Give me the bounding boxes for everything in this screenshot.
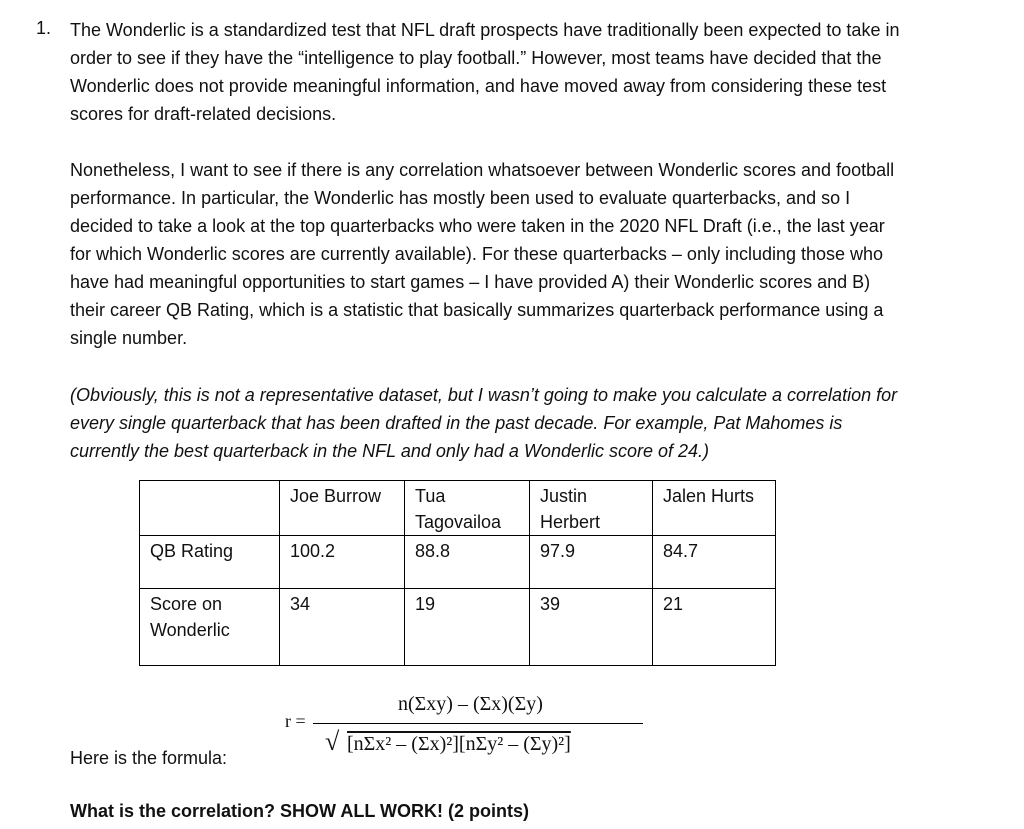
table-cell: 21 xyxy=(653,589,776,666)
table-cell: 97.9 xyxy=(530,536,653,589)
question-number: 1. xyxy=(36,18,52,38)
table-cell: 100.2 xyxy=(280,536,405,589)
table-header-cell: Jalen Hurts xyxy=(653,481,776,536)
table-row xyxy=(140,536,776,589)
paragraph-context: Nonetheless, I want to see if there is any correlation whatsoever between Wonderlic scores and football performance. In particular, the Wonderlic has mostly been used to evaluate quarterbacks, and so I decided to take a look at the top quarterbacks who were taken in the 2020 NFL Draft (i.e., the last year for which Wonderlic scores are currently available). For these quarterbacks – only including those who have had meaningful opportunities to start games – I have provided A) their Wonderlic scores and B) their career QB Rating, which is a statistic that basically summarizes quarterback performance using a single number. xyxy=(70,160,895,348)
table-row xyxy=(140,589,776,666)
table-cell: QB Rating xyxy=(140,536,280,589)
table-header-row xyxy=(140,481,776,536)
table-header-cell: Joe Burrow xyxy=(280,481,405,536)
table-header-cell: Tua Tagovailoa xyxy=(405,481,530,536)
table-cell: 34 xyxy=(280,589,405,666)
formula-denominator: [nΣx² – (Σx)²][nΣy² – (Σy)²] xyxy=(347,733,571,755)
formula-numerator: n(Σxy) – (Σx)(Σy) xyxy=(398,693,543,715)
question-prompt: What is the correlation? SHOW ALL WORK! (2 points) xyxy=(70,801,529,821)
table-cell: 39 xyxy=(530,589,653,666)
table-cell: 19 xyxy=(405,589,530,666)
table-header-cell: Justin Herbert xyxy=(530,481,653,536)
formula-label: Here is the formula: xyxy=(70,748,228,768)
paragraph-note: (Obviously, this is not a representative dataset, but I wasn’t going to make you calculate a correlation for every single quarterback that has been drafted in the past decade. For example, Pat Mahomes is currently the best quarterback in the NFL and only had a Wonderlic score of 24.) xyxy=(70,385,898,461)
table-cell: 88.8 xyxy=(405,536,530,589)
table-cell: 84.7 xyxy=(653,536,776,589)
qb-data-table xyxy=(139,480,776,666)
formula-lhs: r = xyxy=(285,711,306,731)
correlation-formula xyxy=(285,693,655,773)
paragraph-intro: The Wonderlic is a standardized test that NFL draft prospects have traditionally been expected to take in order to see if they have the “intelligence to play football.” However, most teams have decided that the Wonderlic does not provide meaningful information, and have moved away from considering these test scores for draft-related decisions. xyxy=(70,20,900,124)
table-cell: Score on Wonderlic xyxy=(140,589,280,666)
table-header-cell xyxy=(140,481,280,536)
square-root-icon: √ xyxy=(325,727,340,756)
fraction-bar xyxy=(313,723,643,724)
